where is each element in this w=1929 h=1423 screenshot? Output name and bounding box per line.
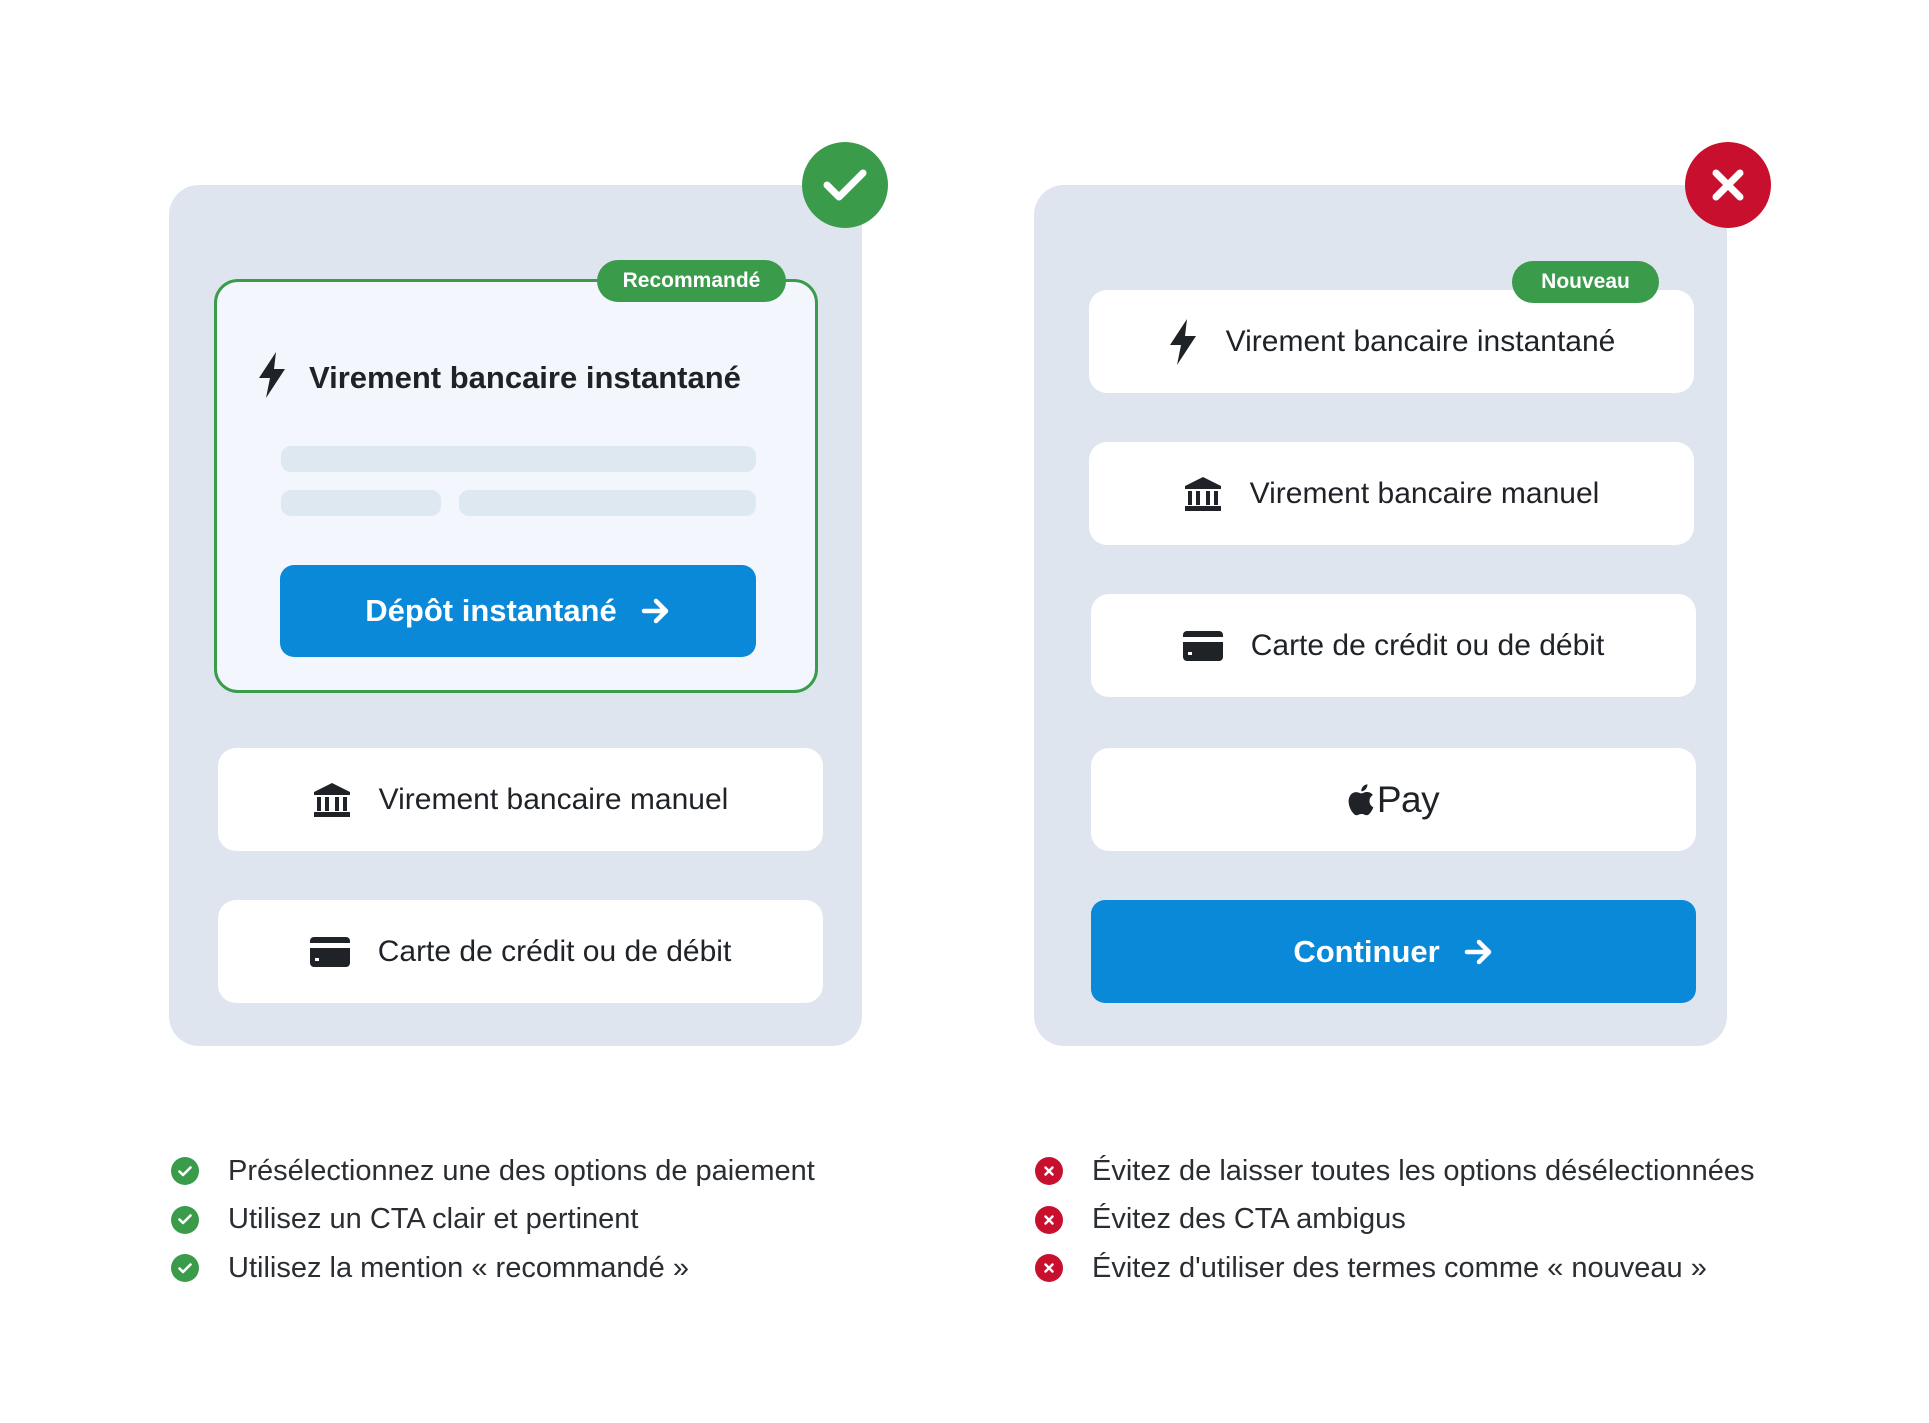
list-item: [171, 1244, 815, 1293]
x-circle-icon: [1035, 1206, 1063, 1234]
option-label: Virement bancaire instantané: [1225, 324, 1616, 358]
selected-option-label: Virement bancaire instantané: [309, 359, 741, 395]
new-badge: Nouveau: [1512, 261, 1659, 303]
note-text: Évitez d'utiliser des termes comme « nouveau »: [1092, 1251, 1707, 1284]
cross-icon: [1685, 142, 1771, 228]
list-item: [1035, 1196, 1755, 1245]
list-item: [1035, 1147, 1755, 1196]
list-item: [171, 1147, 815, 1196]
selected-option-instant-transfer[interactable]: [214, 279, 818, 693]
bad-practices-list: [1035, 1147, 1755, 1293]
option-instant-transfer[interactable]: [1089, 290, 1694, 393]
skeleton-line: [459, 490, 756, 516]
checkmark-icon: [802, 142, 888, 228]
list-item: [171, 1196, 815, 1245]
skeleton-line: [281, 490, 441, 516]
cta-label: Continuer: [1293, 933, 1440, 969]
option-label: Carte de crédit ou de débit: [377, 934, 732, 968]
note-text: Utilisez un CTA clair et pertinent: [228, 1203, 639, 1236]
list-item: [1035, 1244, 1755, 1293]
bank-icon: [1184, 476, 1222, 512]
arrow-right-icon: [641, 597, 671, 625]
check-circle-icon: [171, 1254, 199, 1282]
option-manual-transfer[interactable]: [1089, 442, 1694, 545]
check-circle-icon: [171, 1157, 199, 1185]
credit-card-icon: [310, 937, 350, 967]
selected-option-title: [257, 352, 741, 403]
option-label: Virement bancaire manuel: [1249, 476, 1600, 510]
x-circle-icon: [1035, 1157, 1063, 1185]
option-label: Virement bancaire manuel: [378, 782, 729, 816]
note-text: Utilisez la mention « recommandé »: [228, 1251, 689, 1284]
lightning-icon: [1168, 319, 1198, 365]
option-label: Carte de crédit ou de débit: [1250, 628, 1605, 662]
option-credit-card[interactable]: [218, 900, 823, 1003]
lightning-icon: [257, 352, 287, 403]
check-circle-icon: [171, 1206, 199, 1234]
recommended-badge: Recommandé: [597, 260, 786, 302]
apple-pay-label: Pay: [1376, 778, 1440, 820]
note-text: Évitez des CTA ambigus: [1092, 1203, 1406, 1236]
option-credit-card[interactable]: [1091, 594, 1696, 697]
option-apple-pay[interactable]: [1091, 748, 1696, 851]
note-text: Évitez de laisser toutes les options désélectionnées: [1092, 1154, 1755, 1187]
note-text: Présélectionnez une des options de paiement: [228, 1154, 815, 1187]
bank-icon: [313, 782, 351, 818]
continue-button[interactable]: [1091, 900, 1696, 1003]
option-manual-transfer[interactable]: [218, 748, 823, 851]
good-practices-list: [171, 1147, 815, 1293]
cta-label: Dépôt instantané: [365, 593, 617, 628]
arrow-right-icon: [1464, 938, 1494, 966]
instant-deposit-button[interactable]: [280, 565, 756, 657]
x-circle-icon: [1035, 1254, 1063, 1282]
apple-icon: [1348, 784, 1374, 816]
skeleton-line: [281, 446, 756, 472]
credit-card-icon: [1183, 631, 1223, 661]
